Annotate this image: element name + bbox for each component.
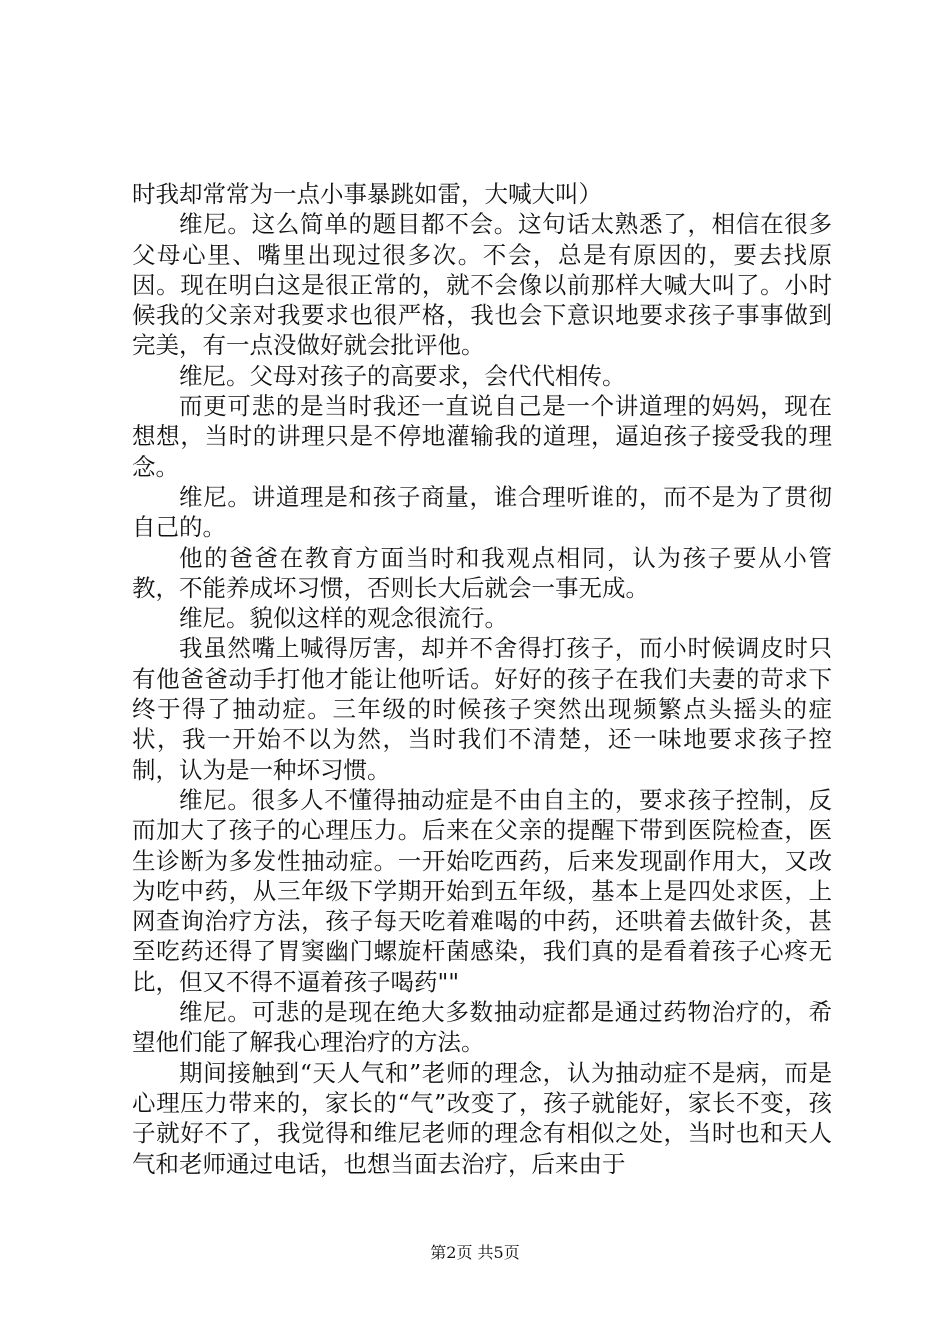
- paragraph-8: 我虽然嘴上喊得厉害，却并不舍得打孩子，而小时候调皮时只有他爸爸动手打他才能让他听话。好好的孩子在我们夫妻的苛求下终于得了抽动症。三年级的时候孩子突然出现频繁点头摇头的症状，我一开始不以为然，当时我们不清楚，还一味地要求孩子控制，认为是一种坏习惯。: [132, 634, 832, 784]
- paragraph-3: 维尼。父母对孩子的高要求，会代代相传。: [179, 361, 626, 390]
- paragraph-1: 时我却常常为一点小事暴跳如雷，大喊大叫）: [132, 180, 602, 208]
- paragraph-5: 维尼。讲道理是和孩子商量，谁合理听谁的，而不是为了贯彻自己的。: [132, 482, 832, 542]
- paragraph-7: 维尼。貌似这样的观念很流行。: [179, 604, 508, 633]
- body-text: [132, 179, 832, 1179]
- paragraph-6: 他的爸爸在教育方面当时和我观点相同，认为孩子要从小管教，不能养成坏习惯，否则长大后就会一事无成。: [132, 543, 832, 602]
- paragraph-2: 维尼。这么简单的题目都不会。这句话太熟悉了，相信在很多父母心里、嘴里出现过很多次。不会，总是有原因的，要去找原因。现在明白这是很正常的，就不会像以前那样大喊大叫了。小时候我的父亲对我要求也很严格，我也会下意识地要求孩子事事做到完美，有一点没做好就会批评他。: [132, 210, 832, 360]
- paragraph-11: 期间接触到“天人气和”老师的理念，认为抽动症不是病，而是心理压力带来的，家长的“气”改变了，孩子就能好，家长不变，孩子就好不了，我觉得和维尼老师的理念有相似之处，当时也和天人气和老师通过电话，也想当面去治疗，后来由于: [132, 1058, 832, 1178]
- page-footer: 第2页 共5页: [430, 1243, 520, 1262]
- paragraph-10: 维尼。可悲的是现在绝大多数抽动症都是通过药物治疗的，希望他们能了解我心理治疗的方法。: [132, 998, 832, 1057]
- paragraph-9: 维尼。很多人不懂得抽动症是不由自主的，要求孩子控制，反而加大了孩子的心理压力。后来在父亲的提醒下带到医院检查，医生诊断为多发性抽动症。一开始吃西药，后来发现副作用大，又改为吃中药，从三年级下学期开始到五年级，基本上是四处求医，上网查询治疗方法，孩子每天吃着难喝的中药，还哄着去做针灸，甚至吃药还得了胃窦幽门螺旋杆菌感染，我们真的是看着孩子心疼无比，但又不得不逼着孩子喝药"": [132, 785, 832, 996]
- paragraph-4: 而更可悲的是当时我还一直说自己是一个讲道理的妈妈，现在想想，当时的讲理只是不停地灌输我的道理，逼迫孩子接受我的理念。: [132, 392, 832, 481]
